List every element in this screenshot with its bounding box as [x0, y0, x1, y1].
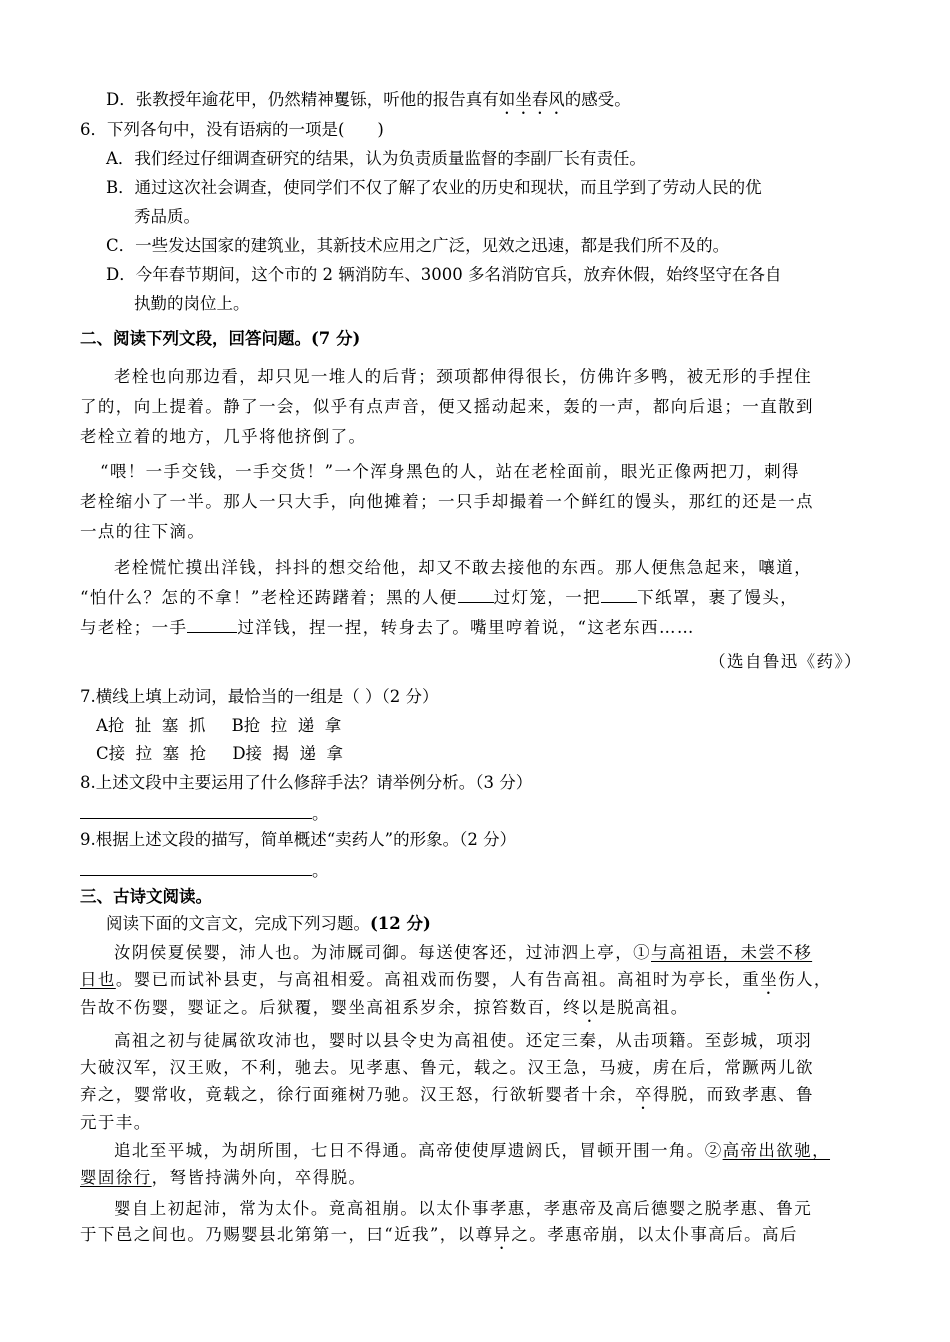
passage-line: 老栓也向那边看，却只见一堆人的后背；颈项都伸得很长，仿佛许多鸭，被无形的手捏住	[114, 367, 813, 386]
q6-option-c: C．一些发达国家的建筑业，其新技术应用之广泛，见效之迅速，都是我们所不及的。	[106, 236, 730, 255]
classical-line: 追北至平城，为胡所围，七日不得通。高帝使使厚遗阏氏，冒顿开围一角。②高帝出欲驰，	[114, 1141, 831, 1160]
classical-line: 汝阴侯夏侯婴，沛人也。为沛厩司御。每送使客还，过沛泗上亭，①与高祖语，未尝不移	[114, 943, 813, 962]
q7-stem: 7.横线上填上动词，最恰当的一组是（ ）（2 分）	[80, 687, 439, 706]
q7-options-row1: A抢 扯 塞 抓 B抢 拉 递 拿	[96, 716, 342, 735]
answer-line[interactable]	[80, 800, 312, 819]
q6-option-d-line2: 执勤的岗位上。	[134, 294, 250, 313]
classical-line: 弃之，婴常收，竟载之，徐行面雍树乃驰。汉王怒，行欲斩婴者十余，卒得脱，而致孝惠、鲁	[80, 1085, 814, 1104]
underlined-sentence-1: 日也	[80, 970, 116, 989]
q6-option-a: A．我们经过仔细调查研究的结果，认为负责质量监督的李副厂长有责任。	[106, 149, 646, 168]
classical-line: 婴自上初起沛，常为太仆。竟高祖崩。以太仆事孝惠，孝惠帝及高后德婴之脱孝惠、鲁元	[114, 1199, 813, 1218]
emphasis-dot-char: 卒	[634, 1085, 653, 1104]
passage-line: 了的，向上提着。静了一会，似乎有点声音，便又摇动起来，轰的一声，都向后退；一直散到	[80, 397, 814, 416]
answer-line[interactable]	[80, 857, 312, 876]
passage-line: “怕什么？怎的不拿！”老栓还踌躇着；黑的人便 过灯笼，一把 下纸罩，裹了馒头，	[80, 588, 799, 607]
q9-answer: 。	[80, 857, 880, 883]
section3-intro: 阅读下面的文言文，完成下列习题。(12 分)	[106, 914, 431, 933]
q8-stem: 8.上述文段中主要运用了什么修辞手法？请举例分析。（3 分）	[80, 773, 533, 792]
passage-line: 与老栓；一手 过洋钱，捏一捏，转身去了。嘴里哼着说，“这老东西……	[80, 618, 695, 637]
classical-line: 告故不伤婴，婴证之。后狱覆，婴坐高祖系岁余，掠笞数百，终以是脱高祖。	[80, 998, 689, 1017]
passage-line: “喂！一手交钱，一手交货！”一个浑身黑色的人，站在老栓面前，眼光正像两把刀，刺得	[100, 462, 800, 481]
section2-heading: 二、阅读下列文段，回答问题。(7 分)	[80, 329, 361, 348]
underlined-sentence-2: 高帝出欲驰，	[722, 1141, 831, 1160]
emphasis-dots-text: 如坐春风	[498, 90, 565, 109]
q6-option-d-line1: D．今年春节期间，这个市的 2 辆消防车、3000 多名消防官兵，放弃休假，始终坚守在各自	[106, 265, 782, 284]
fill-blank[interactable]	[187, 616, 237, 633]
underlined-sentence-2: 婴固徐行	[80, 1168, 152, 1187]
classical-line: 元于丰。	[80, 1113, 152, 1132]
fill-blank[interactable]	[601, 586, 637, 603]
emphasis-dot-char: 以	[581, 998, 600, 1017]
q5-option-d: D．张教授年逾花甲，仍然精神矍铄，听他的报告真有如坐春风的感受。	[106, 90, 631, 109]
passage-line: 一点的往下滴。	[80, 522, 206, 541]
classical-line: 高祖之初与徒属欲攻沛也，婴时以县令史为高祖使。还定三秦，从击项籍。至彭城，项羽	[114, 1031, 813, 1050]
q9-stem: 9.根据上述文段的描写，简单概述“卖药人”的形象。（2 分）	[80, 830, 517, 849]
underlined-sentence-1: 与高祖语，未尝不移	[651, 943, 813, 962]
passage-source: （选自鲁迅《药》）	[709, 652, 862, 671]
passage-line: 老栓慌忙摸出洋钱，抖抖的想交给他，却又不敢去接他的东西。那人便焦急起来，嚷道，	[114, 558, 813, 577]
emphasis-dot-char: 异	[493, 1225, 512, 1244]
section3-heading: 三、古诗文阅读。	[80, 887, 212, 906]
classical-line: 日也。婴已而试补县吏，与高祖相爱。高祖戏而伤婴，人有告高祖。高祖时为亭长，重坐伤人，	[80, 970, 832, 989]
q8-answer: 。	[80, 800, 880, 826]
passage-line: 老栓缩小了一半。那人一只大手，向他摊着；一只手却撮着一个鲜红的馒头，那红的还是一点	[80, 492, 814, 511]
passage-line: 老栓立着的地方，几乎将他挤倒了。	[80, 427, 367, 446]
emphasis-dot-char: 坐	[760, 970, 779, 989]
classical-line: 婴固徐行，弩皆持满外向，卒得脱。	[80, 1168, 367, 1187]
classical-line: 大破汉军，汉王败，不利，驰去。见孝惠、鲁元，载之。汉王急，马疲，虏在后，常蹶两儿欲	[80, 1058, 814, 1077]
q7-options-row2: C接 拉 塞 抢 D接 揭 递 拿	[96, 744, 344, 763]
classical-line: 于下邑之间也。乃赐婴县北第第一，曰“近我”，以尊异之。孝惠帝崩，以太仆事高后。高后	[80, 1225, 798, 1244]
fill-blank[interactable]	[458, 586, 494, 603]
q6-option-b-line1: B．通过这次社会调查，使同学们不仅了解了农业的历史和现状，而且学到了劳动人民的优	[106, 178, 762, 197]
q6-stem: 6．下列各句中，没有语病的一项是( )	[80, 120, 384, 139]
q6-option-b-line2: 秀品质。	[134, 207, 200, 226]
